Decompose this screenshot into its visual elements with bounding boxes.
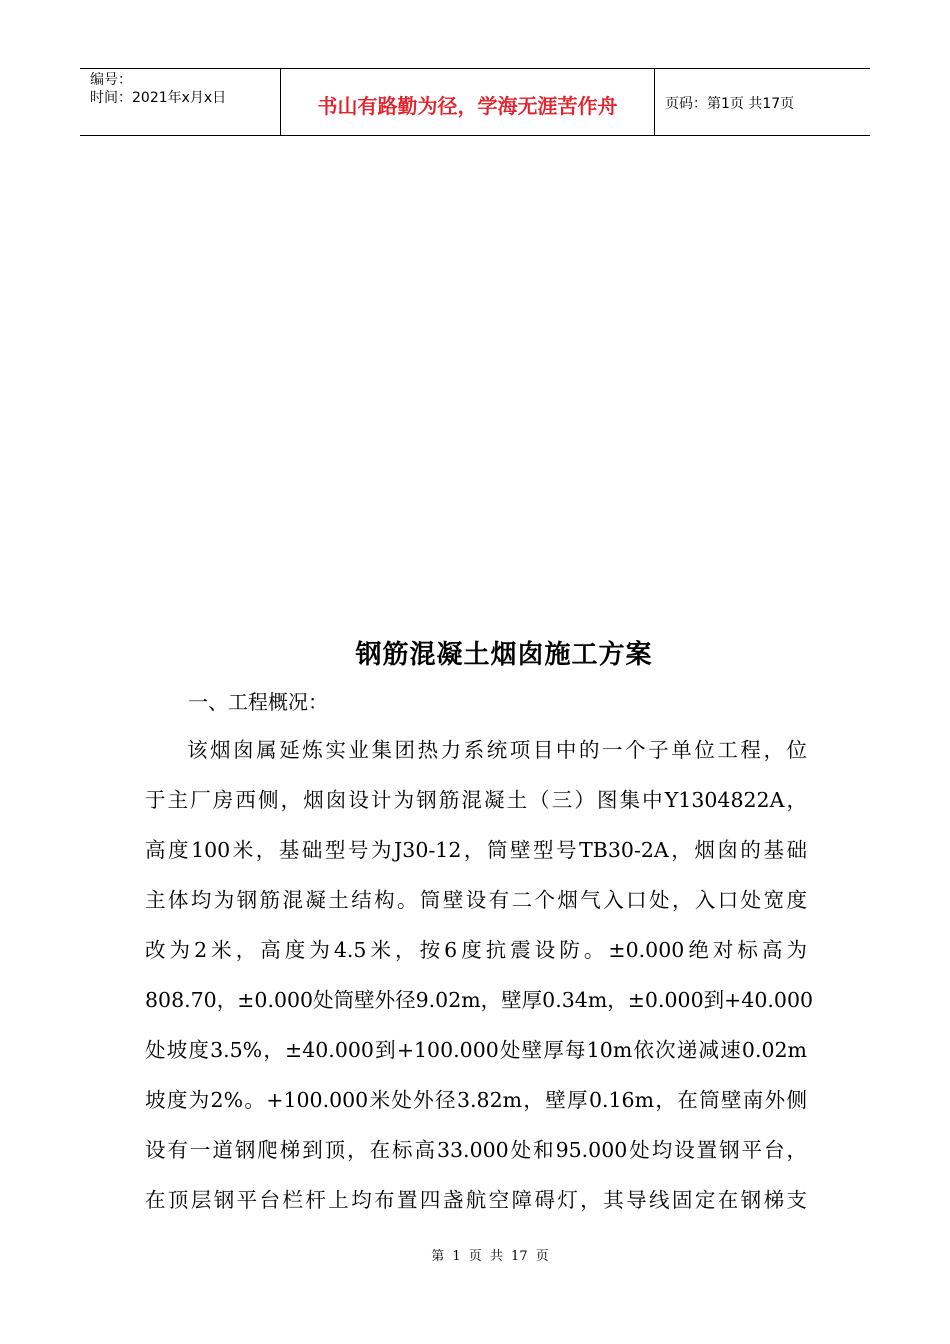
header-table — [80, 68, 870, 136]
document-number-label: 编号： — [90, 72, 132, 88]
body-line: 坡度为2%。+100.000米处外径3.82m，壁厚0.16m，在筒壁南外侧 — [145, 1088, 807, 1112]
body-line: 于主厂房西侧，烟囱设计为钢筋混凝土（三）图集中Y1304822A， — [145, 788, 807, 812]
body-line: 设有一道钢爬梯到顶，在标高33.000处和95.000处均设置钢平台， — [145, 1138, 807, 1162]
header-meta — [80, 69, 281, 135]
document-title: 钢筋混凝土烟囱施工方案 — [355, 640, 653, 670]
page-footer: 第 1 页 共 17 页 — [431, 1249, 549, 1264]
body-line: 主体均为钢筋混凝土结构。筒壁设有二个烟气入口处，入口处宽度 — [145, 888, 807, 912]
body-line: 在顶层钢平台栏杆上均布置四盏航空障碍灯，其导线固定在钢梯支 — [145, 1188, 807, 1212]
body-line: 808.70，±0.000处筒壁外径9.02m，壁厚0.34m，±0.000到+40.000 — [145, 988, 814, 1012]
body-paragraph — [145, 732, 814, 1232]
body-line: 处坡度3.5%，±40.000到+100.000处壁厚每10m依次递减速0.02m — [145, 1038, 807, 1062]
header-page-info: 页码：第1页 共17页 — [665, 96, 795, 112]
header-motto: 书山有路勤为径，学海无涯苦作舟 — [281, 69, 655, 135]
body-line: 高度100米，基础型号为J30-12，筒壁型号TB30-2A，烟囱的基础 — [145, 838, 807, 862]
body-line: 该烟囱属延炼实业集团热力系统项目中的一个子单位工程，位 — [187, 738, 807, 762]
document-time-label: 时间：2021年x月x日 — [90, 90, 227, 106]
section-heading: 一、工程概况： — [188, 690, 328, 714]
body-line: 改为2米，高度为4.5米，按6度抗震设防。±0.000绝对标高为 — [145, 938, 807, 962]
